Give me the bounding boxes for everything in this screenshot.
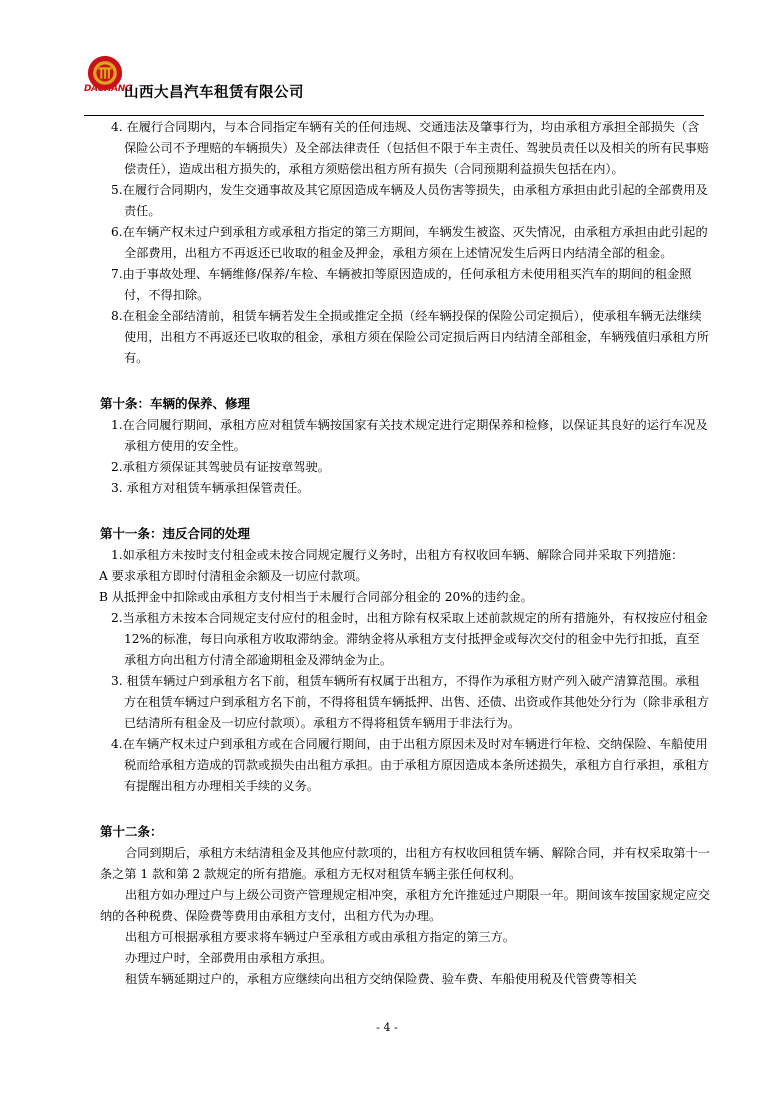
paragraph: 合同到期后，承租方未结清租金及其他应付款项的，出租方有权收回租赁车辆、解除合同，并有权采取第十一条之第 1 款和第 2 款规定的所有措施。承租方无权对租赁车辆主张任何权利。 bbox=[100, 846, 710, 881]
article-11-title: 第十一条：违反合同的处理 bbox=[100, 526, 251, 541]
clause-item: 1.如承租方未按时支付租金或未按合同规定履行义务时，出租方有权收回车辆、解除合同并采取下列措施： bbox=[111, 548, 684, 562]
article-10-title: 第十条：车辆的保养、修理 bbox=[100, 396, 251, 411]
logo-wordmark: DACHANG bbox=[84, 84, 133, 94]
clause-item: 1.在合同履行期间，承租方应对租赁车辆按国家有关技术规定进行定期保养和检修，以保证其良好的运行车况及承租方使用的安全性。 bbox=[111, 418, 708, 453]
clause-item: 2.承租方须保证其驾驶员有证按章驾驶。 bbox=[111, 460, 330, 474]
sub-clause-b: B 从抵押金中扣除或由承租方支付相当于未履行合同部分租金的 20%的违约金。 bbox=[99, 590, 533, 604]
document-body bbox=[100, 117, 710, 990]
paragraph: 办理过户时，全部费用由承租方承担。 bbox=[125, 951, 333, 965]
article-12-title: 第十二条： bbox=[100, 824, 163, 839]
page-number: - 4 - bbox=[376, 1021, 398, 1034]
sub-clause-a: A 要求承租方即时付清租金余额及一切应付款项。 bbox=[99, 569, 368, 583]
clause-item: 2.当承租方未按本合同规定支付应付的租金时，出租方除有权采取上述前款规定的所有措施外，有权按应付租金 12%的标准，每日向承租方收取滞纳金。滞纳金将从承租方支付抵押金或每次交付的租金中先行扣抵，直至承租方向出租方付清全部逾期租金及滞纳金为止。 bbox=[111, 611, 708, 667]
page-header bbox=[84, 50, 704, 116]
clause-item: 3. 承租方对租赁车辆承担保管责任。 bbox=[111, 481, 310, 495]
clause-item: 7.由于事故处理、车辆维修/保养/车检、车辆被扣等原因造成的，任何承租方未使用租买汽车的期间的租金照付，不得扣除。 bbox=[111, 267, 692, 302]
clause-item: 3. 租赁车辆过户到承租方名下前，租赁车辆所有权属于出租方，不得作为承租方财产列入破产清算范围。承租方在租赁车辆过户到承租方名下前，不得将租赁车辆抵押、出售、还债、出资或作其他处分行为（除非承租方已结清所有租金及一切应付款项）。承租方不得将租赁车辆用于非法行为。 bbox=[111, 674, 709, 730]
paragraph: 出租方可根据承租方要求将车辆过户至承租方或由承租方指定的第三方。 bbox=[125, 930, 515, 944]
paragraph: 出租方如办理过户与上级公司资产管理规定相冲突，承租方允许推延过户期限一年。期间该车按国家规定应交纳的各种税费、保险费等费用由承租方支付，出租方代为办理。 bbox=[100, 888, 710, 923]
paragraph: 租赁车辆延期过户的，承租方应继续向出租方交纳保险费、验车费、车船使用税及代管费等相关 bbox=[125, 972, 637, 986]
clause-item: 4. 在履行合同期内，与本合同指定车辆有关的任何违规、交通违法及肇事行为，均由承租方承担全部损失（含保险公司不予理赔的车辆损失）及全部法律责任（包括但不限于车主责任、驾驶员责任以及相关的所有民事赔偿责任），造成出租方损失的，承租方须赔偿出租方所有损失（合同预期利益损失包括在内）。 bbox=[111, 120, 709, 176]
header-divider bbox=[84, 115, 704, 116]
clause-item: 6.在车辆产权未过户到承租方或承租方指定的第三方期间，车辆发生被盗、灭失情况，由承租方承担由此引起的全部费用，出租方不再返还已收取的租金及押金，承租方须在上述情况发生后两日内结清全部的租金。 bbox=[111, 225, 708, 260]
company-name: 山西大昌汽车租赁有限公司 bbox=[124, 85, 304, 101]
clause-item: 4.在车辆产权未过户到承租方或在合同履行期间，由于出租方原因未及时对车辆进行年检、交纳保险、车船使用税而给承租方造成的罚款或损失由出租方承担。由于承租方原因造成本条所述损失，承租方自行承担，承租方有提醒出租方办理相关手续的义务。 bbox=[111, 737, 709, 793]
clause-item: 8.在租金全部结清前，租赁车辆若发生全损或推定全损（经车辆投保的保险公司定损后），使承租车辆无法继续使用，出租方不再返还已收取的租金，承租方须在保险公司定损后两日内结清全部租金，车辆残值归承租方所有。 bbox=[111, 309, 709, 365]
clause-item: 5.在履行合同期内，发生交通事故及其它原因造成车辆及人员伤害等损失，由承租方承担由此引起的全部费用及责任。 bbox=[111, 183, 708, 218]
